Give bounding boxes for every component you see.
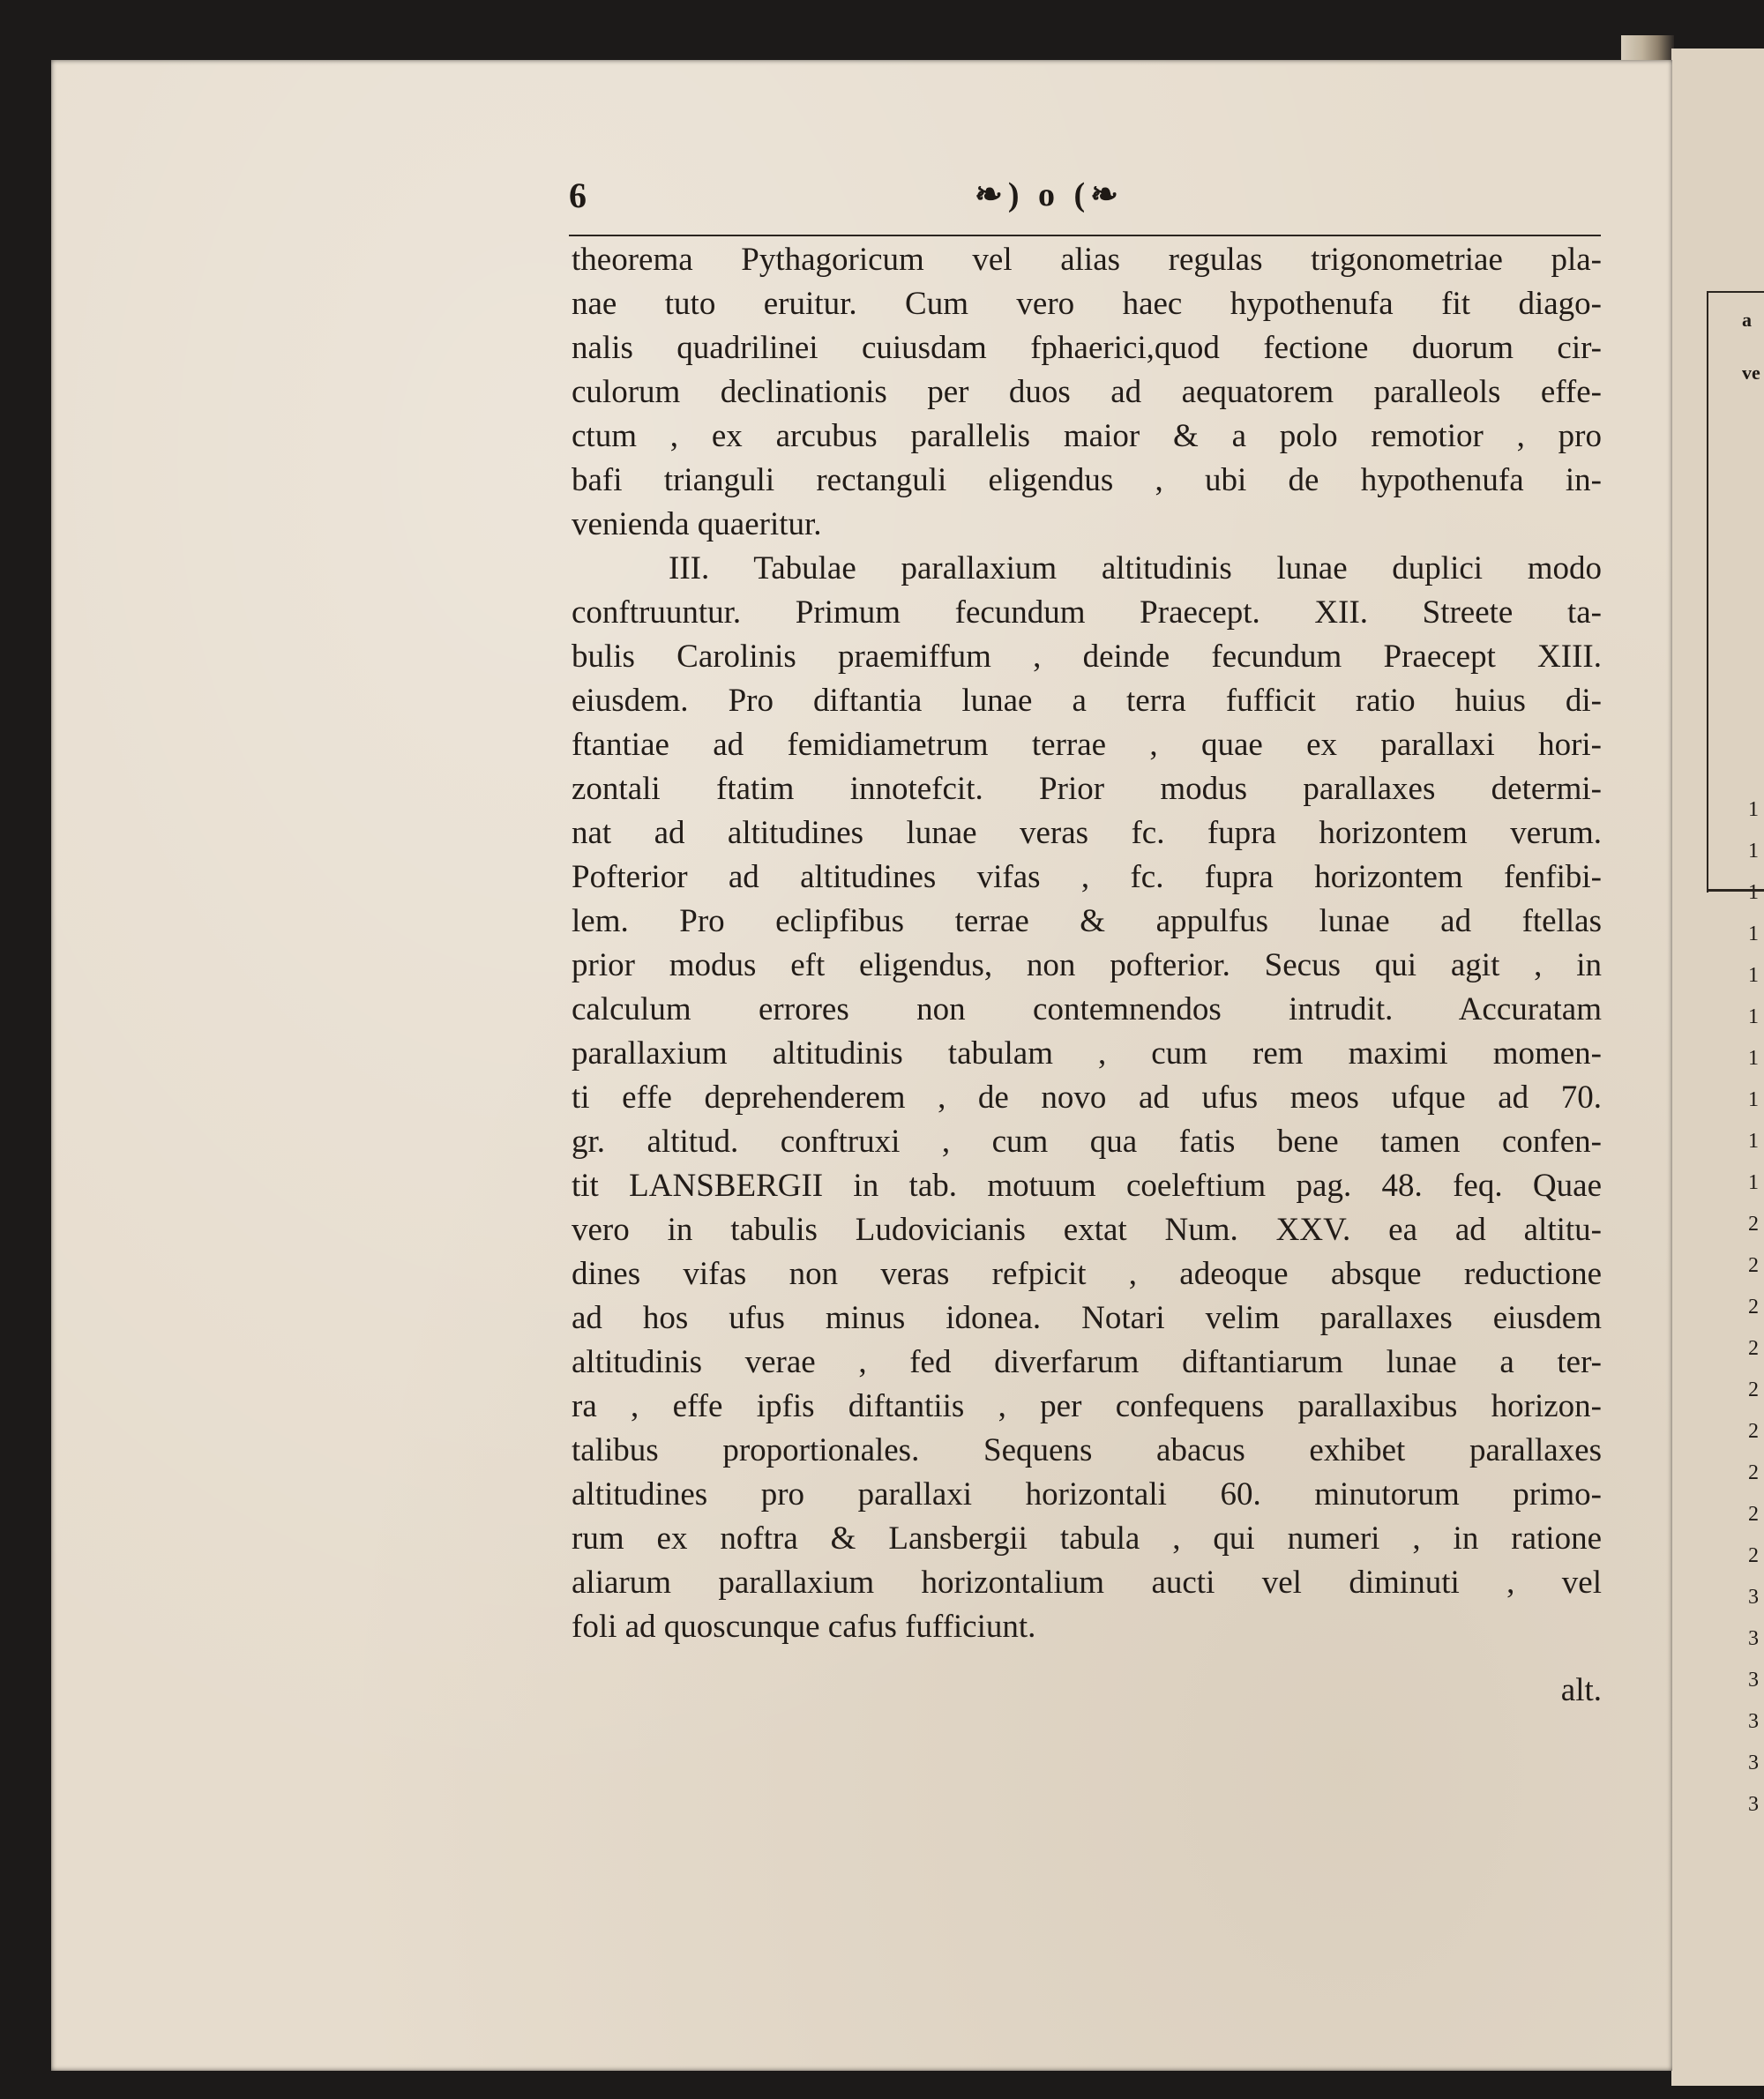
margin-number: 2 [1748,1254,1759,1277]
text-line: theorema Pythagoricum vel alias regulas trigonometriae pla- [572,242,1602,278]
margin-number: 2 [1748,1461,1759,1484]
margin-number: 2 [1748,1296,1759,1318]
margin-number: 1 [1748,881,1759,904]
facing-page-table-numbers [1748,789,1764,1826]
text-line: aliarum parallaxium horizontalium aucti vel diminuti , vel [572,1565,1602,1601]
text-line: ctum , ex arcubus parallelis maior & a polo remotior , pro [572,418,1602,454]
margin-number: 2 [1748,1503,1759,1526]
margin-number: 1 [1748,798,1759,821]
margin-number: 2 [1748,1378,1759,1401]
text-line: rum ex noftra & Lansbergii tabula , qui numeri , in ratione [572,1520,1602,1557]
text-line: ti effe deprehenderem , de novo ad ufus meos ufque ad 70. [572,1079,1602,1116]
facing-page-table-head: ve [1742,362,1760,384]
margin-number: 1 [1748,1130,1759,1153]
margin-number: 1 [1748,1088,1759,1111]
catchword: alt. [1560,1672,1602,1708]
header-ornament: ❧) o (❧ [975,176,1124,213]
text-line: bafi trianguli rectanguli eligendus , ubi de hypothenufa in- [572,462,1602,498]
facing-page-table-rule [1707,889,1764,892]
margin-number: 3 [1748,1586,1759,1609]
margin-number: 3 [1748,1627,1759,1650]
margin-number: 1 [1748,1005,1759,1028]
text-line: ad hos ufus minus idonea. Notari velim parallaxes eiusdem [572,1300,1602,1336]
text-line: tit LANSBERGII in tab. motuum coeleftium pag. 48. feq. Quae [572,1168,1602,1204]
margin-number: 2 [1748,1213,1759,1236]
text-line: parallaxium altitudinis tabulam , cum rem maximi momen- [572,1035,1602,1072]
margin-number: 2 [1748,1337,1759,1360]
margin-number: 3 [1748,1669,1759,1692]
text-line: culorum declinationis per duos ad aequatorem paralleols effe- [572,374,1602,410]
text-line: eiusdem. Pro diftantia lunae a terra fufficit ratio huius di- [572,683,1602,719]
text-line: prior modus eft eligendus, non pofterior. Secus qui agit , in [572,947,1602,983]
text-line: nae tuto eruitur. Cum vero haec hypothenufa fit diago- [572,286,1602,322]
margin-number: 2 [1748,1420,1759,1443]
margin-number: 3 [1748,1710,1759,1733]
text-line: nalis quadrilinei cuiusdam fphaerici,quod fectione duorum cir- [572,330,1602,366]
margin-number: 2 [1748,1544,1759,1567]
facing-page-table-head: a [1742,309,1752,331]
text-line: foli ad quoscunque cafus fufficiunt. [572,1609,1036,1645]
text-line: altitudines pro parallaxi horizontali 60. minutorum primo- [572,1476,1602,1513]
text-line: talibus proportionales. Sequens abacus exhibet parallaxes [572,1432,1602,1468]
margin-number: 1 [1748,1047,1759,1070]
page-number: 6 [569,176,587,215]
page-header [569,173,1601,236]
text-line: calculum errores non contemnendos intrudit. Accuratam [572,991,1602,1027]
margin-number: 1 [1748,964,1759,987]
margin-number: 3 [1748,1752,1759,1774]
text-line: bulis Carolinis praemiffum , deinde fecundum Praecept XIII. [572,639,1602,675]
margin-number: 1 [1748,1171,1759,1194]
text-line: conftruuntur. Primum fecundum Praecept. XII. Streete ta- [572,594,1602,631]
text-line: altitudinis verae , fed diverfarum diftantiarum lunae a ter- [572,1344,1602,1380]
text-line: nat ad altitudines lunae veras fc. fupra horizontem verum. [572,815,1602,851]
text-line: ftantiae ad femidiametrum terrae , quae ex parallaxi hori- [572,727,1602,763]
text-line: lem. Pro eclipfibus terrae & appulfus lunae ad ftellas [572,903,1602,939]
text-line: gr. altitud. conftruxi , cum qua fatis bene tamen confen- [572,1124,1602,1160]
body-text [572,238,1602,1713]
text-line: ra , effe ipfis diftantiis , per confequens parallaxibus horizon- [572,1388,1602,1424]
margin-number: 3 [1748,1793,1759,1816]
text-line: vero in tabulis Ludovicianis extat Num. XXV. ea ad altitu- [572,1212,1602,1248]
text-line: venienda quaeritur. [572,506,822,542]
paragraph-start-line: III. Tabulae parallaxium altitudinis lunae duplici modo [669,550,1602,586]
text-line: Pofterior ad altitudines vifas , fc. fupra horizontem fenfibi- [572,859,1602,895]
text-line: dines vifas non veras refpicit , adeoque absque reductione [572,1256,1602,1292]
margin-number: 1 [1748,923,1759,945]
margin-number: 1 [1748,840,1759,863]
text-line: zontali ftatim innotefcit. Prior modus parallaxes determi- [572,771,1602,807]
